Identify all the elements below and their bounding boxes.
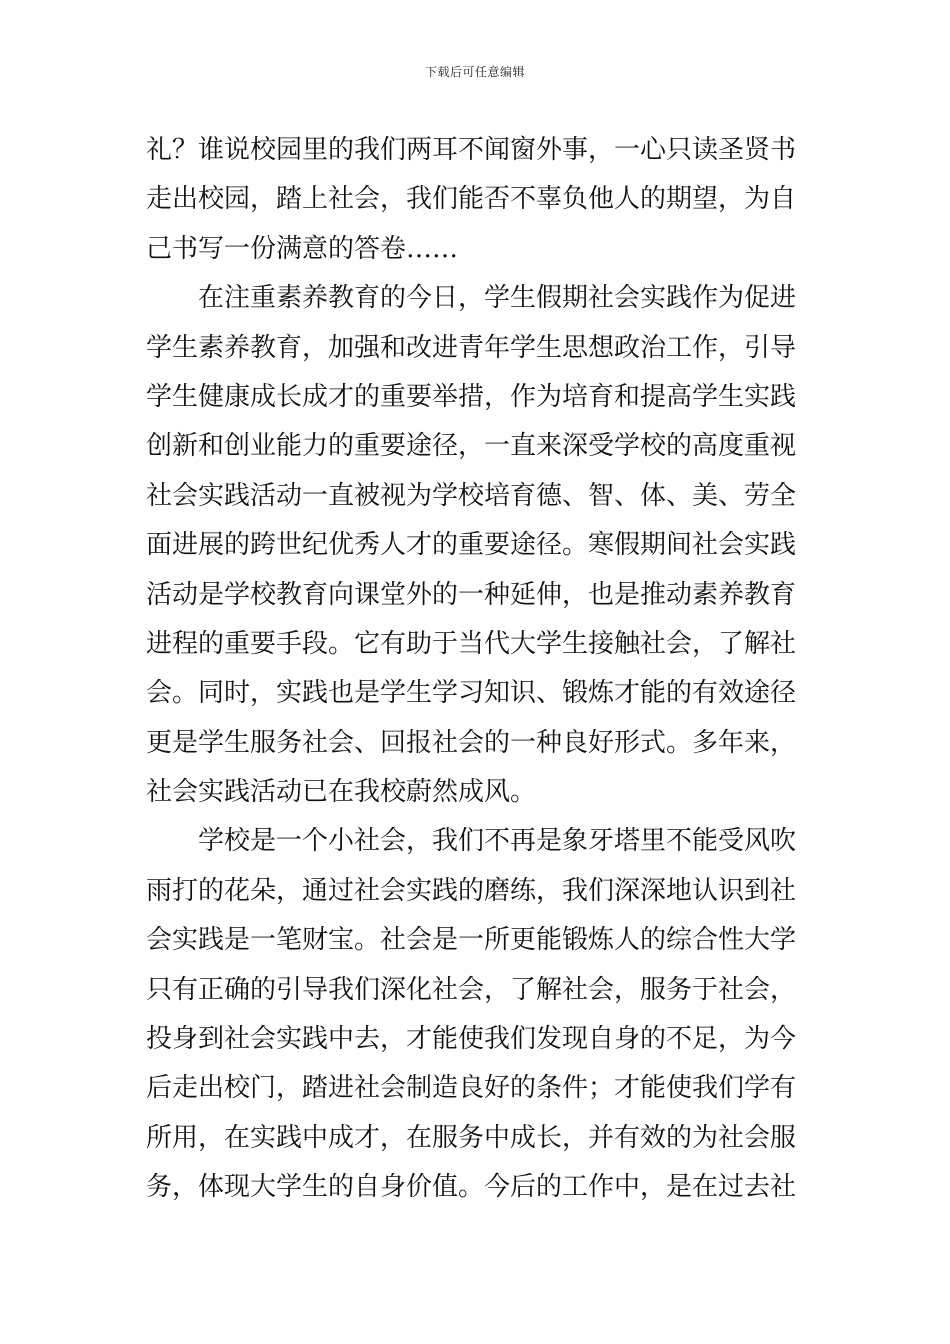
text-line: 更是学生服务社会、回报社会的一种良好形式。多年来， <box>146 727 797 758</box>
text-line: 社会实践活动一直被视为学校培育德、智、体、美、劳全 <box>146 480 797 511</box>
page-header: 下载后可任意编辑 <box>424 65 525 79</box>
text-line: 走出校园，踏上社会，我们能否不辜负他人的期望，为自 <box>146 184 797 215</box>
text-line: 创新和创业能力的重要途径，一直来深受学校的高度重视 <box>146 431 797 462</box>
paragraph-first-line: 学校是一个小社会，我们不再是象牙塔里不能受风吹 <box>198 826 797 857</box>
text-line: 面进展的跨世纪优秀人才的重要途径。寒假期间社会实践 <box>146 530 797 561</box>
text-line: 会。同时，实践也是学生学习知识、锻炼才能的有效途径 <box>146 678 797 709</box>
text-line: 投身到社会实践中去，才能使我们发现自身的不足，为今 <box>146 1024 797 1055</box>
text-line: 社会实践活动已在我校蔚然成风。 <box>146 777 537 808</box>
text-line: 己书写一份满意的答卷…… <box>146 233 459 264</box>
text-line: 活动是学校教育向课堂外的一种延伸，也是推动素养教育 <box>146 579 797 610</box>
text-line: 学生健康成长成才的重要举措，作为培育和提高学生实践 <box>146 381 797 412</box>
text-line: 只有正确的引导我们深化社会，了解社会，服务于社会， <box>146 974 797 1005</box>
body-text <box>146 126 811 1213</box>
text-line: 礼？谁说校园里的我们两耳不闻窗外事，一心只读圣贤书 <box>146 135 797 165</box>
text-line: 所用，在实践中成才，在服务中成长，并有效的为社会服 <box>146 1122 797 1153</box>
paragraph-first-line: 在注重素养教育的今日，学生假期社会实践作为促进 <box>198 283 797 314</box>
text-line: 雨打的花朵，通过社会实践的磨练，我们深深地认识到社 <box>146 875 797 906</box>
text-line: 务，体现大学生的自身价值。今后的工作中，是在过去社 <box>146 1172 797 1203</box>
text-line: 进程的重要手段。它有助于当代大学生接触社会，了解社 <box>146 628 797 659</box>
text-line: 后走出校门，踏进社会制造良好的条件；才能使我们学有 <box>146 1073 797 1104</box>
text-line: 会实践是一笔财宝。社会是一所更能锻炼人的综合性大学 <box>146 925 797 956</box>
text-line: 学生素养教育，加强和改进青年学生思想政治工作，引导 <box>146 332 797 363</box>
